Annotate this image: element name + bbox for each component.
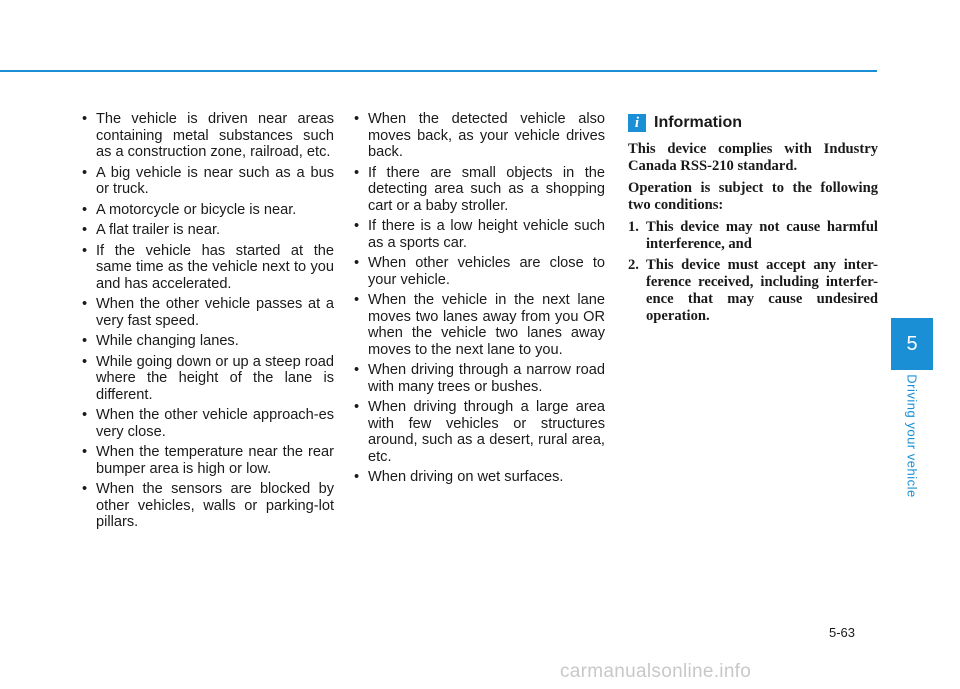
list-item: • While changing lanes. (82, 333, 334, 350)
list-item: • The vehicle is driven near areas containing metal substances such as a construction zone, railroad, etc. (82, 111, 334, 161)
information-box (628, 111, 878, 329)
column-middle (354, 111, 605, 490)
information-header (628, 114, 878, 132)
list-item: • When driving on wet surfaces. (354, 469, 605, 486)
list-item: • When the vehicle in the next lane moves two lanes away from you OR when the vehicle two lanes away moves to the next lane to you. (354, 292, 605, 358)
information-title: Information (654, 114, 742, 131)
condition-number: 1. (628, 219, 639, 235)
conditions-list (628, 219, 878, 325)
condition-number: 2. (628, 257, 639, 273)
list-item: • When the other vehicle approach-es very close. (82, 407, 334, 440)
list-item: • When the other vehicle passes at a very fast speed. (82, 296, 334, 329)
condition-text: This device may not cause harmful interference, and (646, 219, 878, 252)
list-item: • A flat trailer is near. (82, 222, 334, 239)
list-item: • When the temperature near the rear bumper area is high or low. (82, 444, 334, 477)
condition-item (628, 257, 878, 325)
condition-text: This device must accept any inter-ference received, including interfer-ence that may cause undesired operation. (646, 257, 878, 324)
list-item: • A motorcycle or bicycle is near. (82, 202, 334, 219)
list-item: • When the sensors are blocked by other vehicles, walls or parking-lot pillars. (82, 481, 334, 531)
information-paragraph: This device complies with Industry Canada RSS-210 standard. (628, 141, 878, 174)
condition-item (628, 219, 878, 253)
list-item: • When driving through a narrow road with many trees or bushes. (354, 362, 605, 395)
information-paragraph: Operation is subject to the following two conditions: (628, 180, 878, 213)
column-left (82, 111, 334, 535)
list-item: • When driving through a large area with few vehicles or structures around, such as a desert, rural area, etc. (354, 399, 605, 465)
info-icon: i (628, 114, 646, 132)
page-number: 5-63 (829, 625, 856, 640)
list-item: • While going down or up a steep road where the height of the lane is different. (82, 354, 334, 404)
list-item: • When other vehicles are close to your vehicle. (354, 255, 605, 288)
list-item: • When the detected vehicle also moves back, as your vehicle drives back. (354, 111, 605, 161)
condition-list-left (82, 111, 334, 531)
header-rule (0, 70, 877, 72)
list-item: • If there are small objects in the detecting area such as a shopping cart or a baby stroller. (354, 165, 605, 215)
chapter-tab: 5 (891, 318, 933, 370)
watermark: carmanualsonline.info (560, 661, 752, 682)
list-item: • If the vehicle has started at the same time as the vehicle next to you and has accelerated. (82, 243, 334, 293)
list-item: • A big vehicle is near such as a bus or truck. (82, 165, 334, 198)
chapter-label: Driving your vehicle (904, 374, 920, 498)
list-item: • If there is a low height vehicle such as a sports car. (354, 218, 605, 251)
condition-list-middle (354, 111, 605, 486)
